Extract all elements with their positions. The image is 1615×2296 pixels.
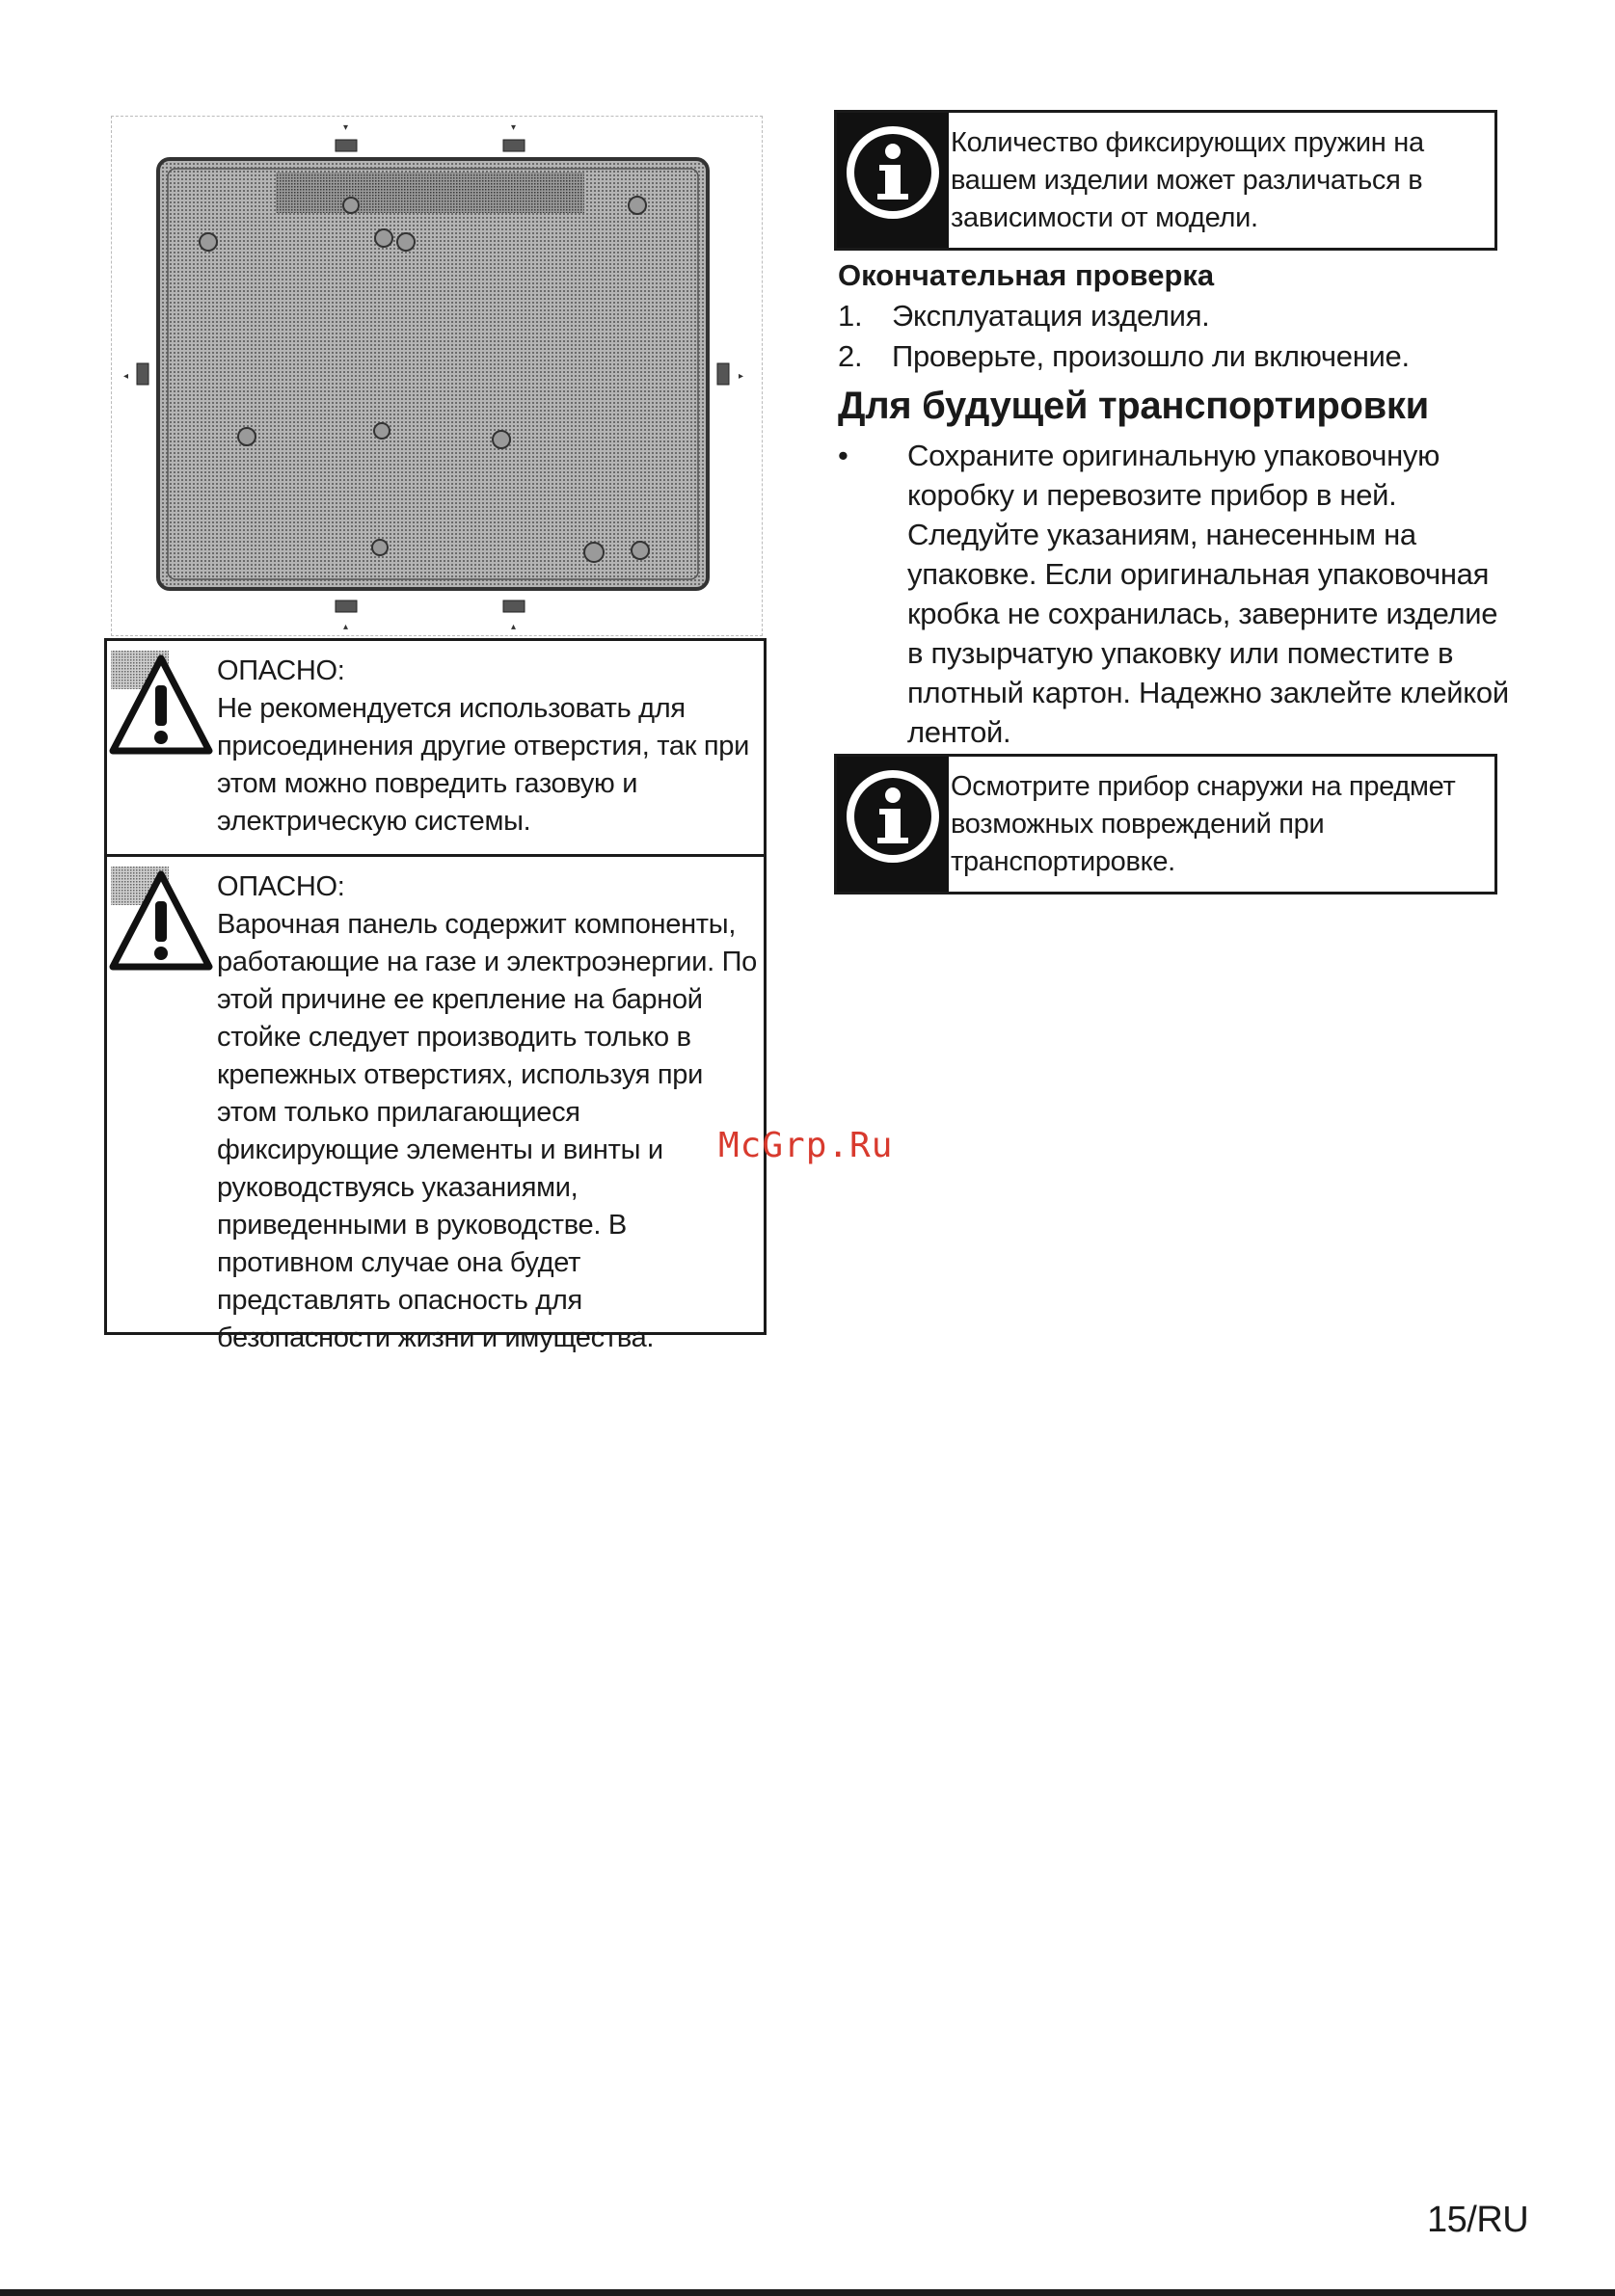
svg-text:▴: ▴ (343, 622, 349, 632)
step-number: 2. (838, 339, 863, 373)
transport-text: Сохраните оригинальную упаковочную коробку и перевозите прибор в ней. Следуйте указаниям, нанесенным на упаковке. Если оригинальная упаковочная кробка не сохранилась, заверните изделие в пузырчатую упаковку или поместите в плотный картон. Надежно заклейте клейкой лентой. (907, 439, 1509, 749)
warning-body: Варочная панель содержит компоненты, работающие на газе и электроэнергии. По этой причине ее крепление на барной стойке следует производить только в крепежных отверстиях, используя при этом только прилагающиеся фиксирующие элементы и винты и руководствуясь указаниями, приведенными в руководстве. В противном случае она будет представлять опасность для безопасности жизни и имущества. (217, 909, 757, 1353)
final-check-step (838, 296, 1210, 336)
warning-box-2 (104, 854, 767, 1353)
warning-title: ОПАСНО: (217, 655, 345, 686)
warning-triangle-icon (107, 651, 215, 759)
svg-text:▴: ▴ (511, 622, 517, 632)
warning-triangle-icon (107, 867, 215, 974)
step-text: Проверьте, произошло ли включение. (892, 339, 1410, 373)
transport-bullet: • (838, 439, 848, 472)
warning-box-1 (104, 638, 767, 857)
info-icon (837, 757, 949, 892)
info-icon (837, 113, 949, 248)
hob-underside-figure (111, 116, 763, 636)
bottom-rule (0, 2289, 1615, 2296)
final-check-step (838, 336, 1410, 377)
info-box-2 (834, 754, 1497, 894)
step-text: Эксплуатация изделия. (892, 299, 1210, 333)
info-text: Осмотрите прибор снаружи на предмет возможных повреждений при транспортировке. (951, 771, 1456, 877)
svg-text:◂: ◂ (123, 371, 129, 382)
info-box-1 (834, 110, 1497, 251)
svg-text:▸: ▸ (739, 371, 744, 382)
page-number: 15/RU (1427, 2200, 1529, 2240)
warning-title: ОПАСНО: (217, 871, 345, 902)
svg-text:▾: ▾ (343, 122, 349, 133)
svg-text:▾: ▾ (511, 122, 517, 133)
final-check-heading: Окончательная проверка (838, 258, 1215, 292)
watermark: McGrp.Ru (718, 1126, 894, 1165)
info-text: Количество фиксирующих пружин на вашем изделии может различаться в зависимости от модели. (951, 127, 1424, 233)
warning-body: Не рекомендуется использовать для присоединения другие отверстия, так при этом можно повредить газовую и электрическую системы. (217, 693, 749, 837)
step-number: 1. (838, 299, 863, 333)
transport-heading: Для будущей транспортировки (838, 385, 1429, 427)
